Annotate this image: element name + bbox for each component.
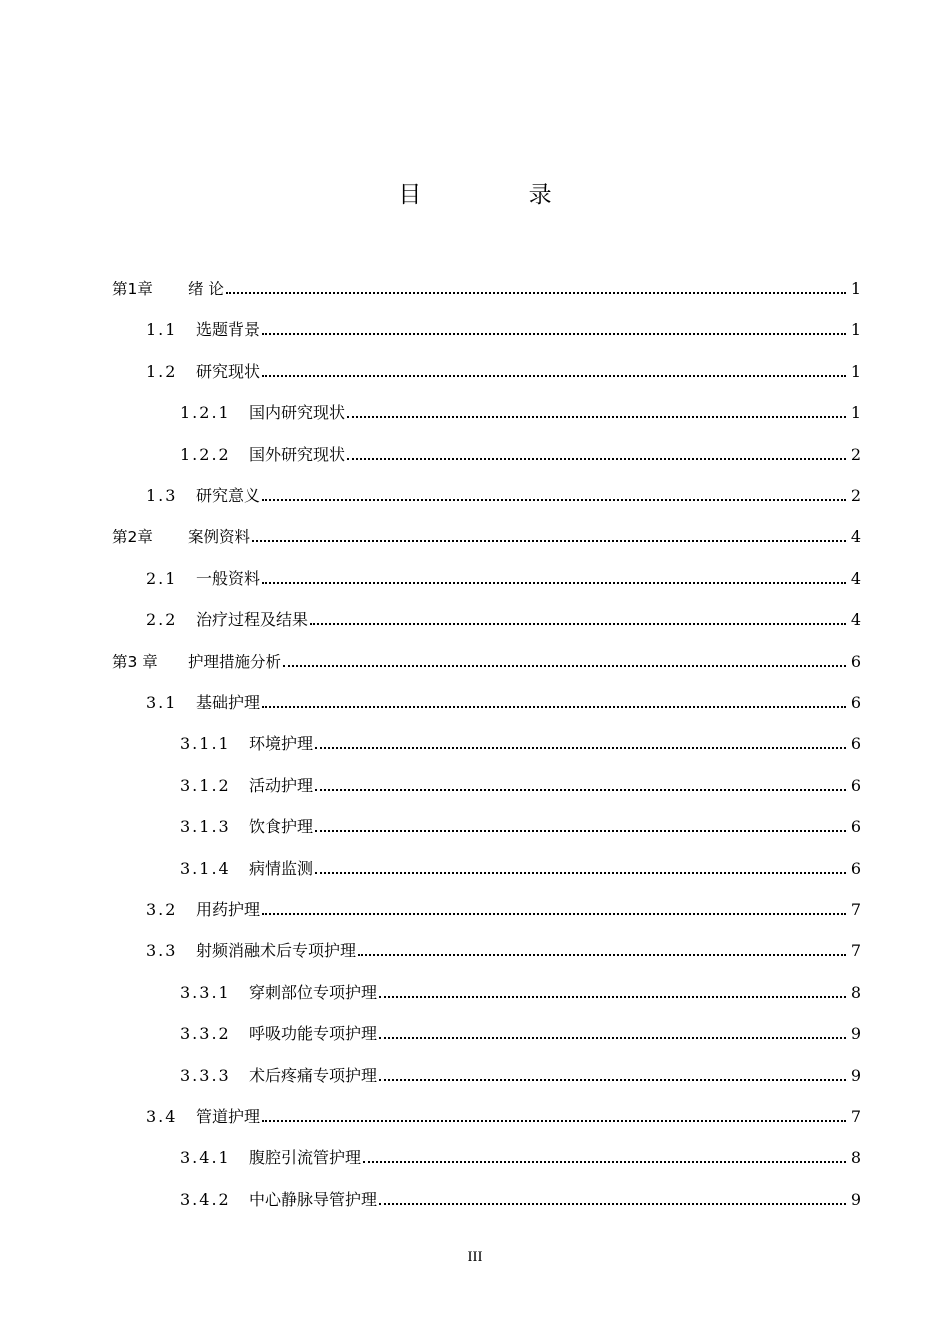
toc-entry-number: 1.2 xyxy=(146,361,178,381)
toc-entry-number: 3.1.2 xyxy=(180,775,231,795)
toc-entry[interactable] xyxy=(0,318,950,342)
toc-entry-title: 护理措施分析 xyxy=(188,652,282,671)
toc-entry-page: 9 xyxy=(850,1189,862,1209)
toc-entry-number: 3.4 xyxy=(146,1107,178,1126)
dot-leader xyxy=(262,898,846,915)
toc-entry-number: 第1章 xyxy=(112,280,153,298)
toc-entry-title: 国外研究现状 xyxy=(249,444,346,464)
toc-entry-title: 穿刺部位专项护理 xyxy=(249,982,378,1002)
toc-entry-title: 饮食护理 xyxy=(249,817,314,837)
toc-entry-title: 呼吸功能专项护理 xyxy=(249,1024,378,1044)
toc-entry-page: 2 xyxy=(850,486,862,505)
dot-leader xyxy=(252,525,846,542)
toc-entry[interactable] xyxy=(0,525,950,549)
dot-leader xyxy=(315,857,846,874)
toc-entry-number: 1.2.1 xyxy=(180,403,231,423)
dot-leader xyxy=(315,815,846,832)
toc-entry-number: 3.4.2 xyxy=(180,1189,231,1209)
toc-entry[interactable] xyxy=(0,608,950,632)
toc-entry[interactable] xyxy=(0,650,950,674)
toc-entry-number: 2.1 xyxy=(146,568,178,588)
toc-entry-page: 6 xyxy=(850,775,862,795)
toc-entry-number: 3.4.1 xyxy=(180,1148,231,1168)
dot-leader xyxy=(363,1146,846,1163)
toc-entry[interactable] xyxy=(0,981,950,1005)
toc-entry[interactable] xyxy=(0,1064,950,1088)
dot-leader xyxy=(262,567,846,584)
toc-entry-title: 活动护理 xyxy=(249,775,314,795)
toc-entry-number: 1.2.2 xyxy=(180,444,231,464)
toc-entry-number: 2.2 xyxy=(146,610,178,630)
toc-entry-title: 用药护理 xyxy=(196,900,261,919)
toc-entry-page: 6 xyxy=(850,693,862,712)
toc-entry-page: 4 xyxy=(850,610,862,630)
toc-entry-title: 案例资料 xyxy=(188,528,251,547)
toc-entry[interactable] xyxy=(0,360,950,384)
dot-leader xyxy=(310,608,846,625)
toc-entry-page: 4 xyxy=(850,527,862,547)
dot-leader xyxy=(379,1022,846,1039)
toc-entry[interactable] xyxy=(0,1146,950,1170)
toc-entry-number: 3.3.2 xyxy=(180,1024,231,1044)
toc-entry[interactable] xyxy=(0,857,950,881)
toc-entry[interactable] xyxy=(0,815,950,839)
toc-entry[interactable] xyxy=(0,277,950,301)
toc-entry[interactable] xyxy=(0,774,950,798)
toc-entry-number: 3.1.3 xyxy=(180,817,231,837)
toc-entry[interactable] xyxy=(0,732,950,756)
toc-entry-title: 射频消融术后专项护理 xyxy=(196,941,357,961)
toc-entry-page: 1 xyxy=(850,403,862,423)
toc-entry-page: 7 xyxy=(850,1107,862,1126)
toc-entry[interactable] xyxy=(0,1022,950,1046)
dot-leader xyxy=(358,939,846,956)
toc-entry-page: 7 xyxy=(850,941,862,961)
page-title: 目 录 xyxy=(398,182,602,208)
toc-entry-title: 一般资料 xyxy=(196,568,261,588)
toc-entry-title: 绪 论 xyxy=(188,280,224,298)
toc-entry-title: 腹腔引流管护理 xyxy=(249,1148,362,1168)
toc-entry-title: 国内研究现状 xyxy=(249,403,346,423)
dot-leader xyxy=(347,443,846,460)
toc-entry-number: 3.3.3 xyxy=(180,1065,231,1085)
toc-entry-number: 3.2 xyxy=(146,900,178,919)
dot-leader xyxy=(379,1188,846,1205)
toc-entry-title: 治疗过程及结果 xyxy=(196,610,309,630)
dot-leader xyxy=(226,277,846,294)
toc-entry-page: 9 xyxy=(850,1065,862,1085)
toc-entry[interactable] xyxy=(0,1188,950,1212)
toc-entry[interactable] xyxy=(0,939,950,963)
toc-entry-page: 1 xyxy=(850,279,862,298)
toc-entry-title: 管道护理 xyxy=(196,1107,261,1126)
dot-leader xyxy=(283,650,846,667)
toc-entry[interactable] xyxy=(0,1105,950,1129)
toc-entry-number: 3.1.4 xyxy=(180,858,231,878)
toc-entry-title: 基础护理 xyxy=(196,693,261,712)
toc-entry-page: 9 xyxy=(850,1024,862,1044)
toc-entry-page: 6 xyxy=(850,651,862,671)
toc-entry-number: 3.1 xyxy=(146,693,178,712)
toc-entry-number: 1.3 xyxy=(146,486,178,505)
dot-leader xyxy=(379,981,846,998)
toc-entry[interactable] xyxy=(0,484,950,508)
toc-entry-page: 4 xyxy=(850,568,862,588)
dot-leader xyxy=(262,360,846,377)
toc-entry-page: 7 xyxy=(850,900,862,919)
toc-entry-page: 6 xyxy=(850,817,862,837)
dot-leader xyxy=(262,318,846,335)
toc-entry[interactable] xyxy=(0,567,950,591)
toc-entry-number: 第3 章 xyxy=(112,652,158,671)
toc-entry-title: 术后疼痛专项护理 xyxy=(249,1065,378,1085)
toc-entry-page: 6 xyxy=(850,734,862,754)
dot-leader xyxy=(347,401,846,418)
toc-entry-page: 6 xyxy=(850,858,862,878)
toc-entry-page: 1 xyxy=(850,320,862,340)
toc-entry[interactable] xyxy=(0,443,950,467)
toc-entry-title: 选题背景 xyxy=(196,320,261,340)
toc-entry-title: 病情监测 xyxy=(249,858,314,878)
toc-entry[interactable] xyxy=(0,898,950,922)
toc-entry-page: 8 xyxy=(850,982,862,1002)
toc-entry-number: 第2章 xyxy=(112,528,153,547)
toc-entry-page: 2 xyxy=(850,444,862,464)
dot-leader xyxy=(315,732,846,749)
dot-leader xyxy=(315,774,846,791)
toc-entry-number: 3.3 xyxy=(146,941,178,961)
page-number: III xyxy=(467,1249,483,1265)
toc-entry-page: 8 xyxy=(850,1148,862,1168)
toc-entry[interactable] xyxy=(0,691,950,715)
dot-leader xyxy=(379,1064,846,1081)
toc-entry-number: 3.3.1 xyxy=(180,982,231,1002)
dot-leader xyxy=(262,1105,846,1122)
toc-entry-page: 1 xyxy=(850,361,862,381)
toc-entry-title: 研究现状 xyxy=(196,361,261,381)
toc-entry-title: 研究意义 xyxy=(196,486,261,505)
toc-entry-title: 中心静脉导管护理 xyxy=(249,1189,378,1209)
toc-entry-number: 1.1 xyxy=(146,320,178,340)
dot-leader xyxy=(262,484,846,501)
toc-entry-number: 3.1.1 xyxy=(180,734,231,754)
toc-entry-title: 环境护理 xyxy=(249,734,314,754)
toc-entry[interactable] xyxy=(0,401,950,425)
dot-leader xyxy=(262,691,846,708)
